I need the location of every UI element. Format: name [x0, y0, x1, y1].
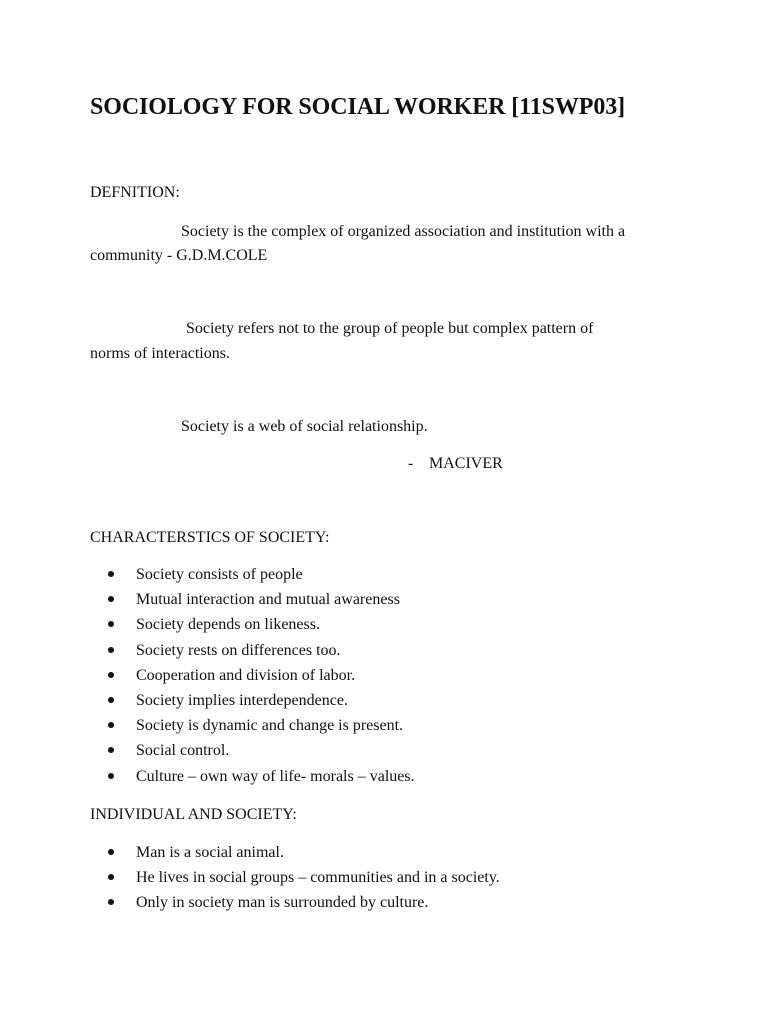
list-item-text: He lives in social groups – communities and in a society. [136, 869, 500, 887]
bullet-icon [108, 697, 114, 703]
bullet-icon [108, 722, 114, 728]
list-item [108, 865, 500, 890]
list-item-text: Cooperation and division of labor. [136, 666, 356, 684]
individual-heading: INDIVIDUAL AND SOCIETY: [90, 806, 297, 823]
bullet-icon [108, 747, 114, 753]
list-item-text: Society consists of people [136, 566, 303, 583]
bullet-icon [108, 621, 114, 627]
page-title: SOCIOLOGY FOR SOCIAL WORKER [11SWP03] [90, 94, 626, 120]
list-item-text: Culture – own way of life- morals – values. [136, 767, 415, 785]
definition-1-line-1: Society is the complex of organized association and institution with a [181, 223, 626, 240]
list-item-text: Social control. [136, 742, 230, 760]
individual-list [108, 840, 500, 916]
bullet-icon [108, 849, 114, 855]
list-item-text: Society is dynamic and change is present. [136, 717, 404, 735]
list-item [108, 713, 415, 738]
definition-2-line-2: norms of interactions. [90, 345, 230, 362]
list-item [108, 562, 415, 587]
list-item-text: Mutual interaction and mutual awareness [136, 591, 400, 609]
list-item-text: Man is a social animal. [136, 844, 284, 861]
bullet-icon [108, 773, 114, 779]
list-item-text: Society depends on likeness. [136, 616, 320, 634]
list-item [108, 688, 415, 713]
list-item-text: Only in society man is surrounded by culture. [136, 894, 429, 912]
bullet-icon [108, 672, 114, 678]
list-item [108, 663, 415, 688]
list-item [108, 587, 415, 612]
attribution-name: MACIVER [429, 455, 503, 472]
bullet-icon [108, 571, 114, 577]
definition-2-line-1: Society refers not to the group of people but complex pattern of [186, 320, 594, 337]
list-item [108, 638, 415, 663]
list-item-text: Society implies interdependence. [136, 691, 348, 709]
list-item [108, 840, 500, 865]
characteristics-heading: CHARACTERSTICS OF SOCIETY: [90, 529, 330, 546]
definition-3-line-1: Society is a web of social relationship. [181, 418, 428, 435]
attribution-dash: - [408, 455, 414, 472]
definition-1-line-2: community - G.D.M.COLE [90, 247, 268, 264]
list-item [108, 890, 500, 915]
bullet-icon [108, 647, 114, 653]
list-item [108, 738, 415, 763]
list-item [108, 764, 415, 789]
list-item [108, 612, 415, 637]
definition-heading: DEFNITION: [90, 184, 180, 201]
list-item-text: Society rests on differences too. [136, 641, 341, 659]
bullet-icon [108, 874, 114, 880]
bullet-icon [108, 899, 114, 905]
characteristics-list [108, 562, 415, 789]
bullet-icon [108, 596, 114, 602]
